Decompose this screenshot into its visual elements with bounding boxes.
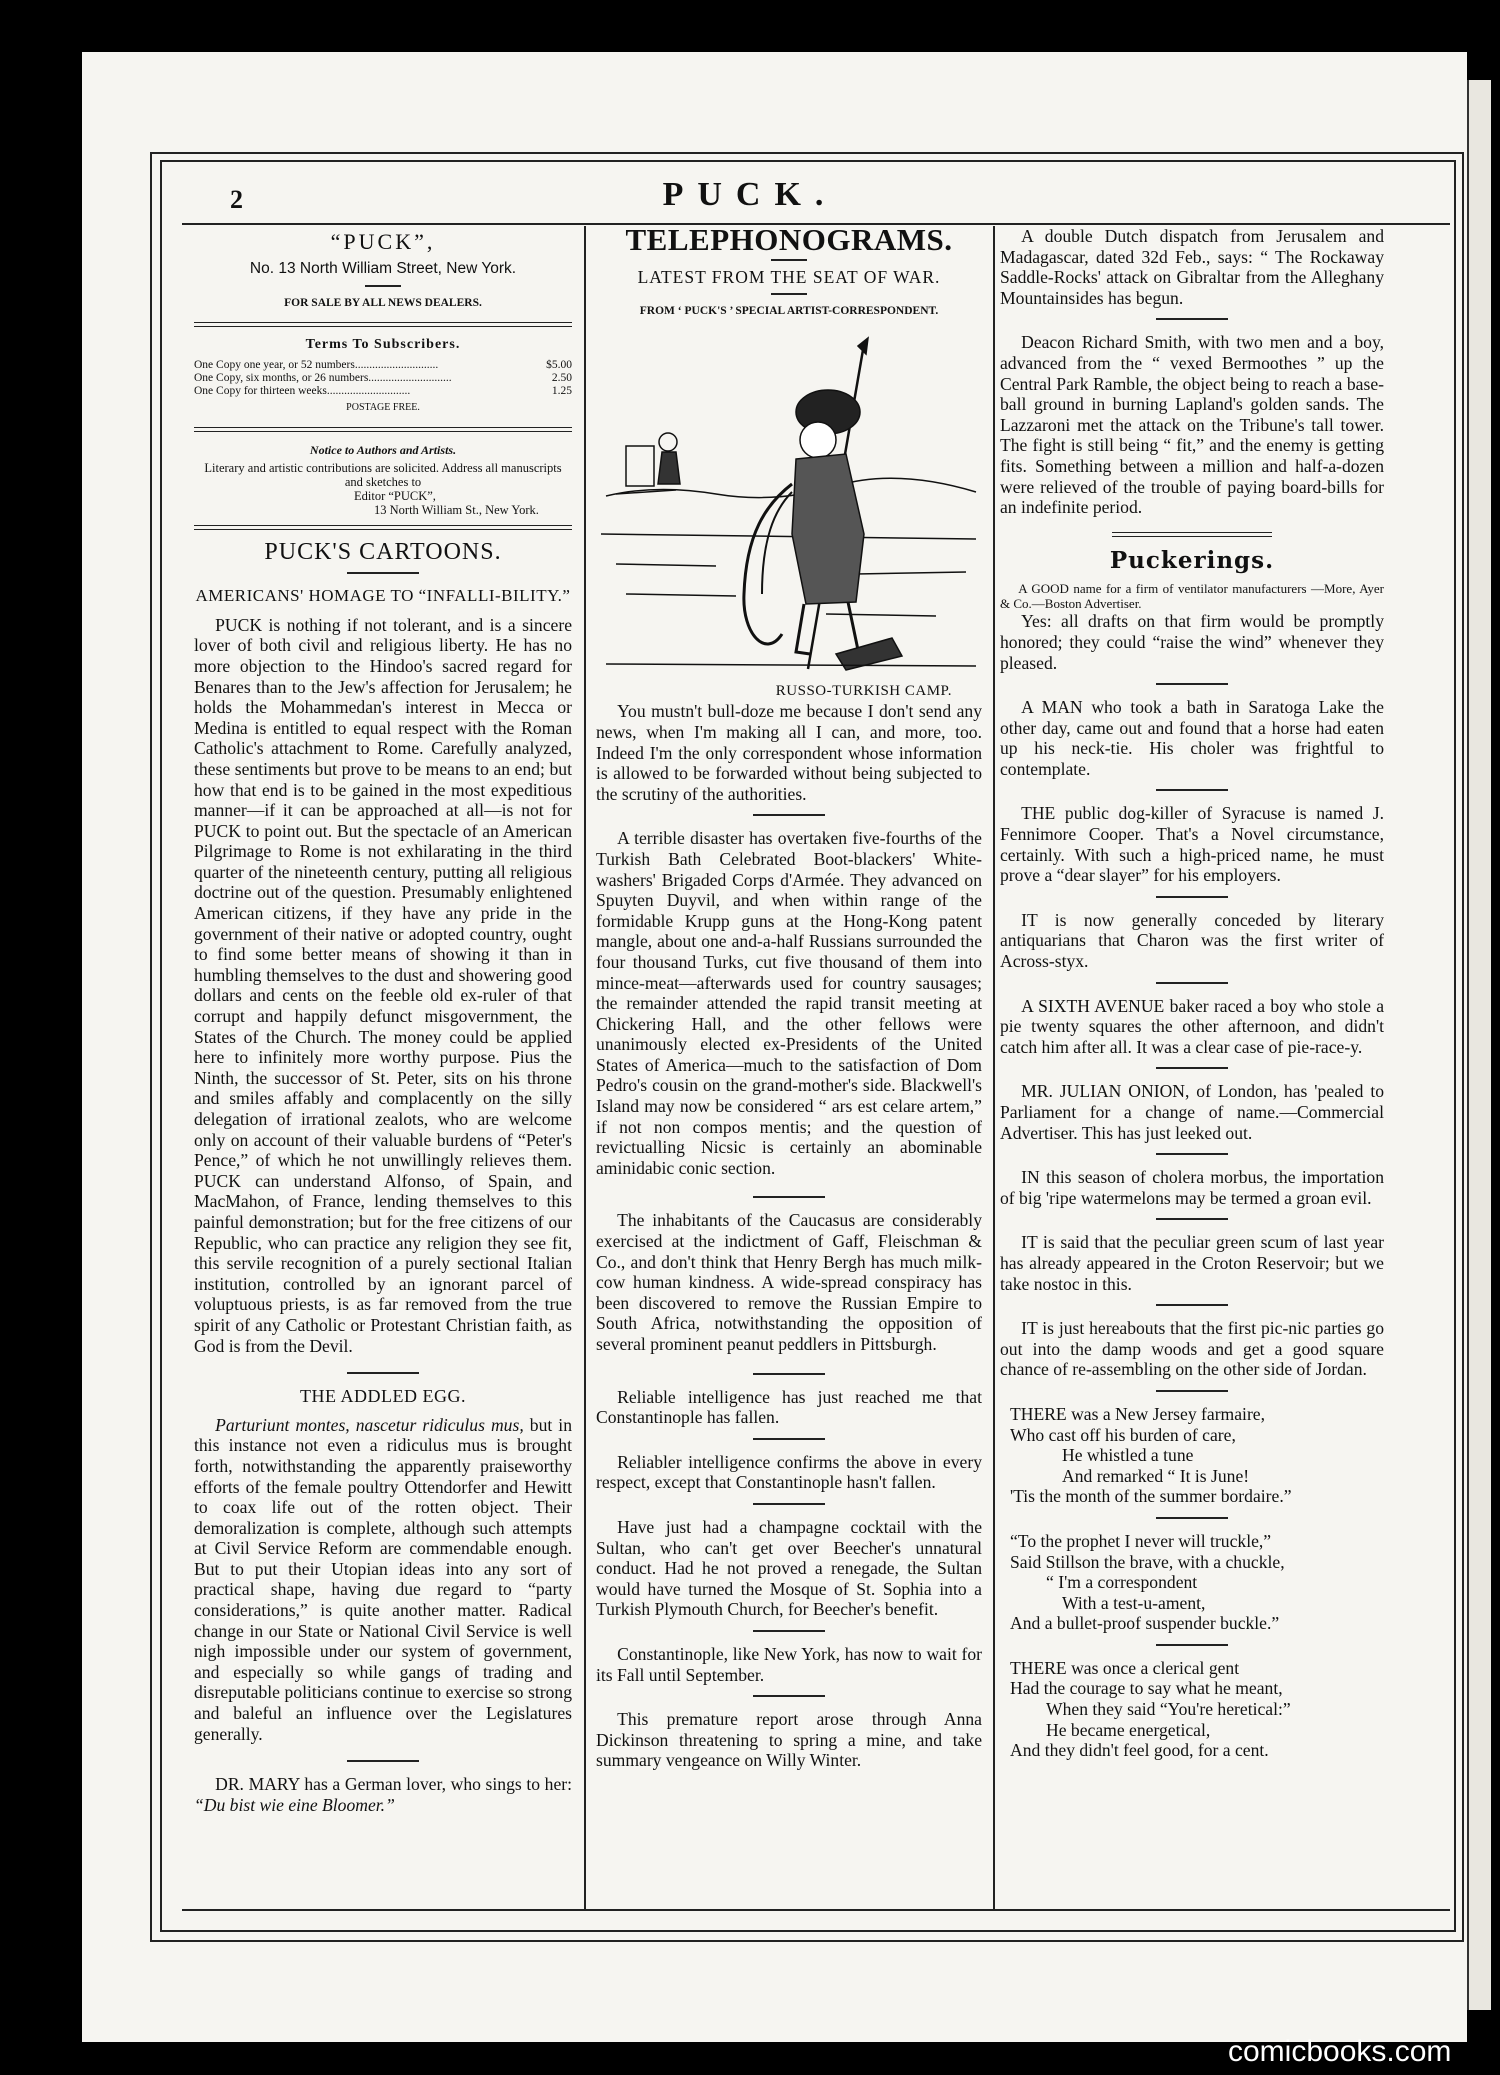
short-divider [753, 1503, 825, 1505]
puck-title: “PUCK”, [330, 229, 436, 254]
short-divider [1156, 1644, 1228, 1646]
short-divider [753, 1373, 825, 1375]
left-column [194, 226, 572, 1815]
double-rule [194, 525, 572, 530]
puckering-paragraph: Yes: all drafts on that firm would be promptly honored; they could “raise the wind” whenever they pleased. [1000, 611, 1384, 673]
column-divider-right [993, 226, 995, 1909]
short-divider [1156, 1153, 1228, 1155]
homage-article: PUCK is nothing if not tolerant, and is a sincere lover of both civil and religious liberty. He has no more objection to the Hindoo's sacred regard for Benares than to the Jew's affection for Jerusalem; he holds the Mohammedan's interest in Mecca or Medina is entitled to equal respect with the Roman Catholic's attachment to Rome. Carefully analyzed, these sentiments but prove to be means to an end; but how that end is to be gained in the most expeditious manner—if it can be approached at all—is not for PUCK to point out. But the spectacle of an American Pilgrimage to Rome is not exhilarating in the third quarter of the nineteenth century, putting all religious doctrine out of the question. Presumably enlightened American citizens, if they have any pride in the government of their native or adopted country, ought to find some better means of showing it than in humbling themselves to the dust and showering good dollars and cents on the feeble old ex-ruler of that corrupt and happily defunct misgovernment, the States of the Church. The money could be applied here to infinitely more worthy purpose. Pius the Ninth, the successor of St. Peter, sits on his throne and smiles affably and complacently on the silly delegation of irrational zealots, who are welcome only on account of their valuable burdens of “Peter's Pence,” of which he not unwillingly relieves them. PUCK can understand Alfonso, of Spain, and MacMahon, of France, lending themselves to this painful demonstration; but for the free citizens of our Republic, who can practice any religion they see fit, this servile recognition of a purely sectional Italian institution, controlled by an ignorant parcel of voluptuous priests, is as far removed from the true spirit of any Catholic or Protestant Christian faith, as God is from the Devil. [194, 614, 572, 1356]
notice-text: Literary and artistic contributions are solicited. Address all manuscripts and sketches to [204, 460, 562, 489]
dispatch-paragraph: Deacon Richard Smith, with two men and a boy, advanced from the “ vexed Bermoothes ” up the Central Park Ramble, the object being to reach a base-ball ground in burning Lapland's golden sands. The Lazzaroni met the attack on the Tribune's tall tower. The fight is still being “ fit,” and the enemy is getting fits. Something between a million and half-a-dozen were relieved of the trouble of paying board-bills for an indefinite period. [1000, 332, 1384, 518]
verse-stillson: “To the prophet I never will truckle,” Said Stillson the brave, with a chuckle, “ I'm a correspondent With a test-u-ament, And a bullet-proof suspender buckle.” [1010, 1530, 1285, 1634]
masthead: PUCK. [662, 176, 838, 213]
puckering-paragraph: A SIXTH AVENUE baker raced a boy who stole a pie twenty squares the other afternoon, and didn't catch him after all. It was a clear case of pie-race-y. [1000, 995, 1384, 1057]
puckering-paragraph: IN this season of cholera morbus, the importation of big 'ripe watermelons may be termed a groan evil. [1000, 1167, 1384, 1208]
middle-column [596, 222, 982, 1771]
page-edge [1467, 80, 1491, 2010]
short-divider [365, 285, 401, 287]
short-divider [1156, 1390, 1228, 1392]
telegram-paragraph: A terrible disaster has overtaken five-fourths of the Turkish Bath Celebrated Boot-blackers' White-washers' Brigaded Corps d'Armée. They advanced on Spuyten Duyvil, and when within range of the formidable Krupp guns at the Hong-Kong patent mangle, about one and-a-half Russians surrounded the four thousand Turks, cut five thousand of them into mince-meat—afterwards used for country sausages; the remainder attended the rapid transit meeting at Chickering Hall, and the other fellows were unanimously elected ex-Presidents of the United States of America—much to the satisfaction of Dom Pedro's cousin on the grand-mother's side. Blackwell's Island may now be considered “ ars est celare artem,” if not non compos mentis; and the question of revictualling Nicsic is certainly an abominable aminidabic conic section. [596, 828, 982, 1178]
verse-clerical-gent: THERE was once a clerical gent Had the courage to say what he meant, When they said “You're heretical:” He became energetical, And they didn't feel good, for a cent. [1010, 1657, 1291, 1761]
short-divider [1156, 1067, 1228, 1069]
double-rule [194, 427, 572, 432]
short-divider [347, 1372, 419, 1374]
short-divider [1156, 1517, 1228, 1519]
short-divider [1156, 318, 1228, 320]
short-divider [1156, 1304, 1228, 1306]
puckerings-heading: Puckerings. [1109, 546, 1275, 574]
terms-row: One Copy, six months, or 26 numbers............................. 2.50 [194, 372, 572, 385]
footer-rule [182, 1909, 1450, 1911]
russo-turkish-camp-illustration [596, 334, 982, 679]
sale-notice: FOR SALE BY ALL NEWS DEALERS. [284, 297, 482, 310]
telegram-paragraph: The inhabitants of the Caucasus are considerably exercised at the indictment of Gaff, Fleischman & Co., and don't think that Henry Bergh has much milk-cow human kindness. A wide-spread conspiracy has been discovered to remove the Russian Empire to South Africa, notwithstanding the opposition of several prominent peanut peddlers in Pittsburgh. [596, 1210, 982, 1354]
illustration-caption: RUSSO-TURKISH CAMP. [775, 682, 952, 699]
puckering-paragraph: IT is said that the peculiar green scum of last year has already appeared in the Croton Reservoir; but we take nostoc in this. [1000, 1232, 1384, 1294]
seat-of-war-subtitle: LATEST FROM THE SEAT OF WAR. [637, 266, 941, 287]
dispatch-paragraph: A double Dutch dispatch from Jerusalem and Madagascar, dated 32d Feb., says: “ The Rockaway Saddle-Rocks' attack on Gibraltar from the Alleghany Mountainsides has begun. [1000, 226, 1384, 308]
mary-item: DR. MARY has a German lover, who sings to her: “Du bist wie eine Bloomer.” [194, 1774, 572, 1815]
page-number: 2 [230, 185, 243, 214]
terms-row: One Copy for thirteen weeks............................. 1.25 [194, 385, 572, 398]
notice-address: 13 North William St., New York. [374, 502, 539, 517]
short-divider [753, 1196, 825, 1198]
telegram-paragraph: Reliabler intelligence confirms the above in every respect, except that Constantinople hasn't fallen. [596, 1451, 982, 1493]
short-divider [1156, 896, 1228, 898]
short-divider [347, 1760, 419, 1762]
watermark-credit: comicbooks.com [1228, 2035, 1452, 2068]
short-divider [1156, 1218, 1228, 1220]
short-divider [753, 1438, 825, 1440]
cartoons-heading: PUCK'S CARTOONS. [264, 538, 502, 565]
telephonograms-heading: TELEPHONOGRAMS. [625, 222, 953, 257]
verse-farmaire: THERE was a New Jersey farmaire, Who cast off his burden of care, He whistled a tune And remarked “ It is June! 'Tis the month of the summer bordaire.” [1010, 1403, 1292, 1507]
telegram-paragraph: Constantinople, like New York, has now to wait for its Fall until September. [596, 1643, 982, 1685]
short-divider [347, 572, 419, 574]
puckering-paragraph: IT is now generally conceded by literary antiquarians that Charon was the first writer of Across-styx. [1000, 909, 1384, 972]
telegram-paragraph: You mustn't bull-doze me because I don't send any news, when I'm making all I can, and more, too. Indeed I'm the only correspondent whose information is allowed to be forwarded without being subjected to the scrutiny of the authorities. [596, 701, 982, 804]
terms-row: One Copy one year, or 52 numbers............................. $5.00 [194, 359, 572, 372]
telegram-paragraph: Reliable intelligence has just reached me that Constantinople has fallen. [596, 1386, 982, 1428]
telegram-paragraph: This premature report arose through Anna Dickinson threatening to spring a mine, and take summary vengeance on Willy Winter. [596, 1709, 982, 1771]
short-divider [771, 293, 807, 295]
egg-article: Parturiunt montes, nascetur ridiculus mus, but in this instance not even a ridiculus mus is brought forth, notwithstanding the apparently praiseworthy efforts of the female poultry Ottendorfer and Hewitt to coax life out of the rotten object. Their demoralization is complete, although such attempts at Civil Service Reform are commendable enough. But to put their Utopian ideas into any sort of practical shape, having due regard to “party considerations,” is quite another matter. Radical change in our State or National Civil Service is well nigh impossible under our system of government, and especially so while gangs of trading and disreputable politicians continue to exercise so strong and baleful an influence over the Legislatures generally. [194, 1414, 572, 1744]
notice-editor: Editor “PUCK”, [354, 488, 436, 503]
double-rule [194, 322, 572, 327]
notice-title: Notice to Authors and Artists. [309, 442, 457, 457]
short-divider [753, 814, 825, 816]
short-divider [771, 259, 807, 261]
terms-list [194, 359, 572, 398]
egg-heading: THE ADDLED EGG. [300, 1386, 466, 1407]
puck-address: No. 13 North William Street, New York. [249, 259, 517, 277]
column-divider-left [584, 226, 586, 1909]
short-divider [1156, 982, 1228, 984]
short-divider [753, 1630, 825, 1632]
postage-free: POSTAGE FREE. [346, 402, 420, 414]
double-rule [1112, 532, 1272, 537]
right-column [1000, 226, 1384, 1761]
telegram-paragraph: Have just had a champagne cocktail with the Sultan, who can't get over Beecher's unnatural conduct. Had he not proved a renegade, the Sultan would have turned the Mosque of St. Sophia into a Turkish Plymouth Church, for Beecher's benefit. [596, 1516, 982, 1620]
terms-title: Terms To Subscribers. [305, 336, 461, 352]
short-divider [1156, 789, 1228, 791]
short-divider [1156, 683, 1228, 685]
puckering-paragraph: MR. JULIAN ONION, of London, has 'pealed to Parliament for a change of name.—Commercial Advertiser. This has just leeked out. [1000, 1081, 1384, 1143]
puckering-paragraph: A MAN who took a bath in Saratoga Lake the other day, came out and found that a horse had eaten up his neck-tie. His choler was frightful to contemplate. [1000, 697, 1384, 779]
puckering-paragraph: IT is just hereabouts that the first pic-nic parties go out into the damp woods and get a good square chance of re-assembling on the other side of Jordan. [1000, 1318, 1384, 1380]
homage-heading: AMERICANS' HOMAGE TO “INFALLI-BILITY.” [195, 586, 571, 606]
byline: FROM ‘ PUCK'S ’ SPECIAL ARTIST-CORRESPONDENT. [639, 305, 939, 318]
short-divider [753, 1695, 825, 1697]
puckering-paragraph: THE public dog-killer of Syracuse is named J. Fennimore Cooper. That's a Novel circumstance, certainly. With such a high-priced name, he must prove a “dear slayer” for his employers. [1000, 803, 1384, 886]
ventilator-quote: A GOOD name for a firm of ventilator manufacturers —More, Ayer & Co.—Boston Advertiser. [1000, 581, 1384, 612]
